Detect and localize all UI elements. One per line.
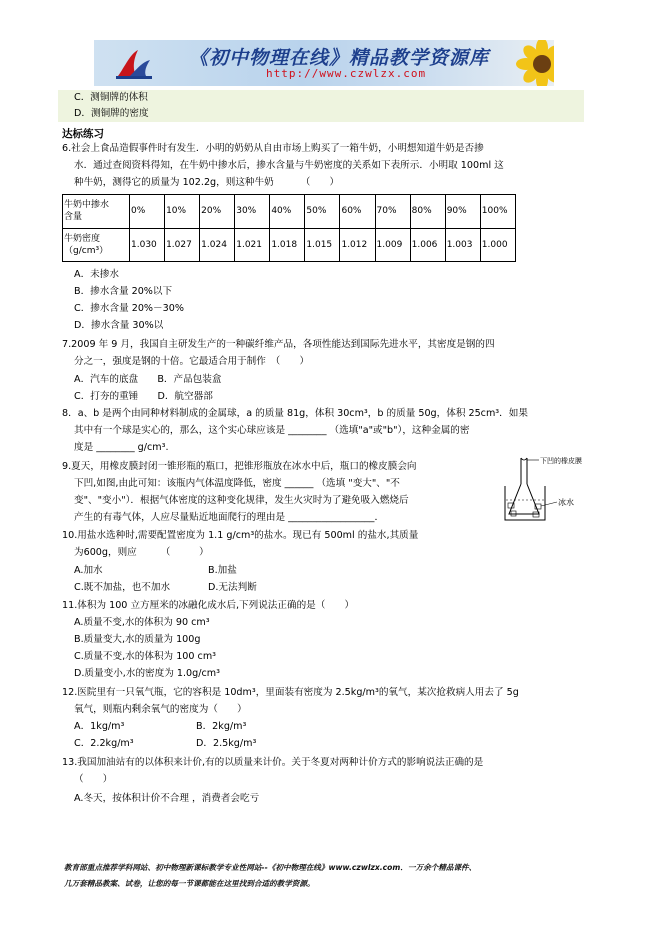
sunflower-icon [512,40,554,86]
q10-line-2: 为600g，则应 （ ） [74,547,209,558]
milk-density-table [62,194,516,262]
table-cell: 1.009 [375,228,410,262]
q6-line-2: 水．通过查阅资料得知，在牛奶中掺水后，掺水含量与牛奶密度的关系如下表所示．小明取 100ml 这 [74,160,504,171]
q11-option-d: D.质量变小,水的密度为 1.0g/cm³ [74,668,220,679]
ice-water-label: 冰水 [558,498,574,507]
table-row [63,195,516,229]
q9-line-3: 变"、"变小"）．根据气体密度的这种变化规律，发生火灾时为了避免吸入燃烧后 [74,495,409,506]
q11-option-b: B.质量变大,水的质量为 100g [74,634,201,645]
q12-option-d: D．2.5kg/m³ [196,738,257,749]
q9-line-1: 9.夏天，用橡皮膜封闭一锥形瓶的瓶口，把锥形瓶放在冰水中后，瓶口的橡皮膜会向 [62,461,417,472]
q12-option-b: B．2kg/m³ [196,721,247,732]
table-cell: 50% [305,195,340,229]
q6-option-c: C．掺水含量 20%－30% [74,303,184,314]
option-d: D．测铜牌的密度 [74,108,149,119]
q9-line-4: 产生的有毒气体，人应尽量贴近地面爬行的理由是 __________________． [74,512,385,523]
table-cell: 1.012 [340,228,375,262]
section-title: 达标练习 [62,128,104,140]
table-header-cell: 牛奶密度 （g/cm³） [63,228,130,262]
q6-option-a: A．未掺水 [74,269,119,280]
table-cell: 70% [375,195,410,229]
table-cell: 30% [235,195,270,229]
table-header-cell: 牛奶中掺水 含量 [63,195,130,229]
membrane-label: 下凹的橡皮膜 [540,457,582,465]
q9-line-2: 下凹,如图,由此可知：该瓶内气体温度降低，密度 ______ （选填 "变大"、"不 [74,478,400,489]
site-banner [94,40,554,86]
table-cell: 60% [340,195,375,229]
banner-title: 《初中物理在线》精品教学资源库 [189,47,490,69]
table-row [63,228,516,262]
q6-option-d: D．掺水含量 30%以 [74,320,164,331]
table-cell: 1.000 [480,228,515,262]
table-cell: 20% [200,195,235,229]
q10-option-b: B.加盐 [208,565,237,576]
q6-line-1: 6.社会上食品造假事件时有发生．小明的奶奶从自由市场上购买了一箱牛奶，小明想知道牛奶是否掺 [62,143,484,154]
footer-line-1: 教育部重点推荐学科网站、初中物理新课标教学专业性网站--《初中物理在线》www.czwlzx.com．一万余个精品课件、 [64,863,477,872]
q7-line-1: 7.2009 年 9 月，我国自主研发生产的一种碳纤维产品，各项性能达到国际先进水平，其密度是钢的四 [62,339,495,350]
footer-line-2: 几万套精品教案、试卷，让您的每一节课都能在这里找到合适的教学资源。 [64,879,315,888]
site-logo-icon [114,46,154,80]
q6-option-b: B．掺水含量 20%以下 [74,286,173,297]
banner-url[interactable]: http://www.czwlzx.com [266,67,427,80]
table-cell: 90% [445,195,480,229]
table-cell: 10% [165,195,200,229]
table-cell: 1.021 [235,228,270,262]
q11-option-c: C.质量不变,水的体积为 100 cm³ [74,651,217,662]
q11-option-a: A.质量不变,水的体积为 90 cm³ [74,617,210,628]
q13-line-1: 13.我国加油站有的以体积来计价,有的以质量来计价。关于冬夏对两种计价方式的影响说法正确的是 [62,757,484,768]
table-cell: 1.030 [130,228,165,262]
q7-options-cd: C．打夯的重锤 D．航空器部 [74,391,213,402]
q10-option-d: D.无法判断 [208,582,257,593]
option-c: C．测铜牌的体积 [74,92,148,103]
table-cell: 1.024 [200,228,235,262]
q8-line-3: 度是 ________ g/cm³. [74,442,169,453]
q13-line-2: （ ） [74,774,113,785]
q12-option-c: C．2.2kg/m³ [74,738,134,749]
q12-line-1: 12.医院里有一只氧气瓶，它的容积是 10dm³，里面装有密度为 2.5kg/m³的氧气，某次抢救病人用去了 5g [62,687,519,698]
q10-option-c: C.既不加盐，也不加水 [74,582,171,593]
q7-options-ab: A．汽车的底盘 B．产品包装盒 [74,374,222,385]
q11-line-1: 11.体积为 100 立方厘米的冰融化成水后,下列说法正确的是（ ） [62,600,355,611]
table-cell: 1.003 [445,228,480,262]
q12-line-2: 氧气，则瓶内剩余氧气的密度为（ ） [74,704,247,715]
table-cell: 1.006 [410,228,445,262]
q7-line-2: 分之一，强度是钢的十倍。它最适合用于制作 （ ） [74,356,310,367]
q8-line-2: 其中有一个球是实心的，那么，这个实心球应该是 ________ （选填"a"或"b"），这种金属的密 [74,425,470,436]
q13-option-a: A.冬天，按体积计价不合理 ，消费者会吃亏 [74,793,260,804]
table-cell: 80% [410,195,445,229]
table-cell: 0% [130,195,165,229]
q10-line-1: 10.用盐水选种时,需要配置密度为 1.1 g/cm³的盐水。现已有 500ml 的盐水,其质量 [62,530,419,541]
q10-option-a: A.加水 [74,565,103,576]
flask-in-ice-water-figure [503,456,593,526]
table-cell: 1.015 [305,228,340,262]
table-cell: 1.018 [270,228,305,262]
q8-line-1: 8．a、b 是两个由同种材料制成的金属球，a 的质量 81g，体积 30cm³，b 的质量 50g，体积 25cm³．如果 [62,408,528,419]
table-cell: 40% [270,195,305,229]
q12-option-a: A．1kg/m³ [74,721,125,732]
q6-line-3: 种牛奶，测得它的质量为 102.2g，则这种牛奶 （ ） [74,177,340,188]
table-cell: 100% [480,195,515,229]
table-cell: 1.027 [165,228,200,262]
